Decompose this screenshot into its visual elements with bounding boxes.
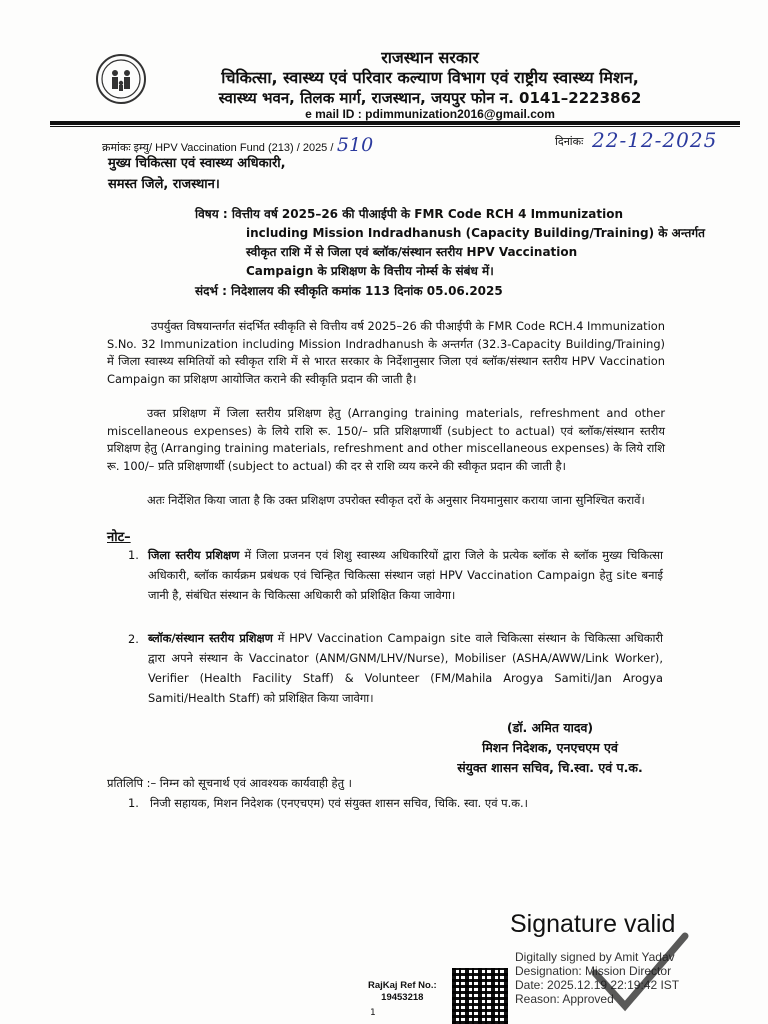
signature-date: Date: 2025.12.19 22:19:42 IST <box>515 978 680 992</box>
rajkaj-label: RajKaj Ref No.: <box>368 980 437 991</box>
date-handwritten: 22-12-2025 <box>592 128 718 152</box>
note-1-number: 1. <box>128 548 139 562</box>
header-line1: राजस्थान सरकार <box>381 48 479 67</box>
note-2-text: में HPV Vaccination Campaign site वाले चिकित्सा संस्थान के चिकित्सा अधिकारी द्वारा अपने संस्थान के Vaccinator (ANM/GNM/LHV/Nurse), Mobiliser (ASHA/AWW/Link Worker), Verifier (Health Facility Staff) & Volunteer (FM/Mahila Arogya Samiti/Jan Arogya Samiti/Health Staff) को प्रशिक्षित किया जावेगा। <box>148 631 664 705</box>
subject-line3: स्वीकृत राशि में से जिला एवं ब्लॉक/संस्थान स्तरीय HPV Vaccination <box>246 245 578 259</box>
page-number: 1 <box>370 1008 376 1018</box>
note-heading: नोट– <box>107 530 131 545</box>
note-2-number: 2. <box>128 632 139 646</box>
subject-line4: Campaign के प्रशिक्षण के वित्तीय नोर्म्स के संबंध में। <box>246 264 494 278</box>
paragraph-3: अतः निर्देशित किया जाता है कि उक्त प्रशिक्षण उपरोक्त स्वीकृत दरों के अनुसार नियमानुसार कराया जाना सुनिश्चित करावें। <box>147 493 645 507</box>
copy-item-1: निजी सहायक, मिशन निदेशक (एनएचएम) एवं संयुक्त शासन सचिव, चिकि. स्वा. एवं प.क.। <box>150 796 528 810</box>
paragraph-1: उपर्युक्त विषयान्तर्गत संदर्भित स्वीकृति से वित्तीय वर्ष 2025–26 की पीआईपी के FMR Code RCH.4 Immunization S.No. 32 Immunization including Mission Indradhanush के अन्तर्गत (32.3-Capacity Building/Training) में जिला स्वास्थ्य समितियों को स्वीकृत राशि में से भारत सरकार के निर्देशानुसार जिला एवं ब्लॉक/संस्थान स्तरीय HPV Vaccination Campaign का प्रशिक्षण आयोजित कराने की स्वीकृति प्रदान की जाती है। <box>107 319 665 386</box>
copy-item-1-number: 1. <box>128 796 139 810</box>
header-rule <box>50 121 740 125</box>
qr-code-icon <box>452 968 508 1024</box>
rajkaj-ref <box>368 980 437 1004</box>
copy-heading: प्रतिलिपि :– निम्न को सूचनार्थ एवं आवश्यक कार्यवाही हेतु । <box>107 776 352 790</box>
signatory-title-2: संयुक्त शासन सचिव, चि.स्वा. एवं प.क. <box>457 760 643 775</box>
subject-line2: including Mission Indradhanush (Capacity Building/Training) के अन्तर्गत <box>246 226 705 240</box>
reference-prefix: क्रमांकः इम्यु/ HPV Vaccination Fund (213) / 2025 / <box>102 142 334 154</box>
signatory-name: (डॉ. अमित यादव) <box>506 720 594 735</box>
signatory-title-1: मिशन निदेशक, एनएचएम एवं <box>482 740 618 755</box>
rajkaj-number: 19453218 <box>381 992 424 1003</box>
checkmark-icon <box>585 928 695 1022</box>
address-line2: समस्त जिले, राजस्थान। <box>108 177 220 192</box>
note-2-bold: ब्लॉक/संस्थान स्तरीय प्रशिक्षण <box>148 631 273 645</box>
signature-reason: Reason: Approved <box>515 992 614 1006</box>
signer-designation: Designation: Mission Director <box>515 964 672 978</box>
note-1 <box>148 545 663 605</box>
header-line2: चिकित्सा, स्वास्थ्य एवं परिवार कल्याण विभाग एवं राष्ट्रीय स्वास्थ्य मिशन, <box>221 68 639 87</box>
note-2 <box>148 628 663 708</box>
header-rule-thin <box>50 126 740 127</box>
header-email: e mail ID : pdimmunization2016@gmail.com <box>305 107 555 121</box>
note-1-text: में जिला प्रजनन एवं शिशु स्वास्थ्य अधिकारियों द्वारा जिले के प्रत्येक ब्लॉक से ब्लॉक मुख्य चिकित्सा अधिकारी, ब्लॉक कार्यक्रम प्रबंधक एवं चिन्हित चिकित्सा संस्थान जहां HPV Vaccination Campaign हेतु site बनाई जानी है, संबंधित संस्थान के चिकित्सा अधिकारी को प्रशिक्षित किया जावेगा। <box>148 548 663 602</box>
national-health-mission-logo <box>96 54 146 104</box>
header-line3: स्वास्थ्य भवन, तिलक मार्ग, राजस्थान, जयपुर फोन न. 0141–2223862 <box>218 89 642 107</box>
date-label: दिनांकः <box>555 135 584 148</box>
signature-status: Signature valid <box>510 910 676 938</box>
reference-line-subject: संदर्भ : निदेशालय की स्वीकृति कमांक 113 दिनांक 05.06.2025 <box>195 284 503 298</box>
address-line1: मुख्य चिकित्सा एवं स्वास्थ्य अधिकारी, <box>108 156 286 171</box>
signed-by: Digitally signed by Amit Yadav <box>515 950 675 964</box>
paragraph-2: उक्त प्रशिक्षण में जिला स्तरीय प्रशिक्षण हेतु (Arranging training materials, refreshment and other miscellaneous expenses) के लिये राशि रू. 150/– प्रति प्रशिक्षणार्थी (subject to actual) एवं ब्लॉक/संस्थान स्तरीय प्रशिक्षण हेतु (Arranging training materials, refreshment and other miscellaneous expenses) के लिये राशि रू. 100/– प्रति प्रशिक्षणार्थी (subject to actual) की दर से राशि व्यय करने की स्वीकृत प्रदान की जाती है। <box>107 406 665 473</box>
subject-line1: विषय : वित्तीय वर्ष 2025–26 की पीआईपी के FMR Code RCH 4 Immunization <box>195 207 623 221</box>
reference-number: 510 <box>336 134 374 156</box>
note-1-bold: जिला स्तरीय प्रशिक्षण <box>148 548 240 562</box>
national-health-mission-logo-icon <box>99 57 143 101</box>
